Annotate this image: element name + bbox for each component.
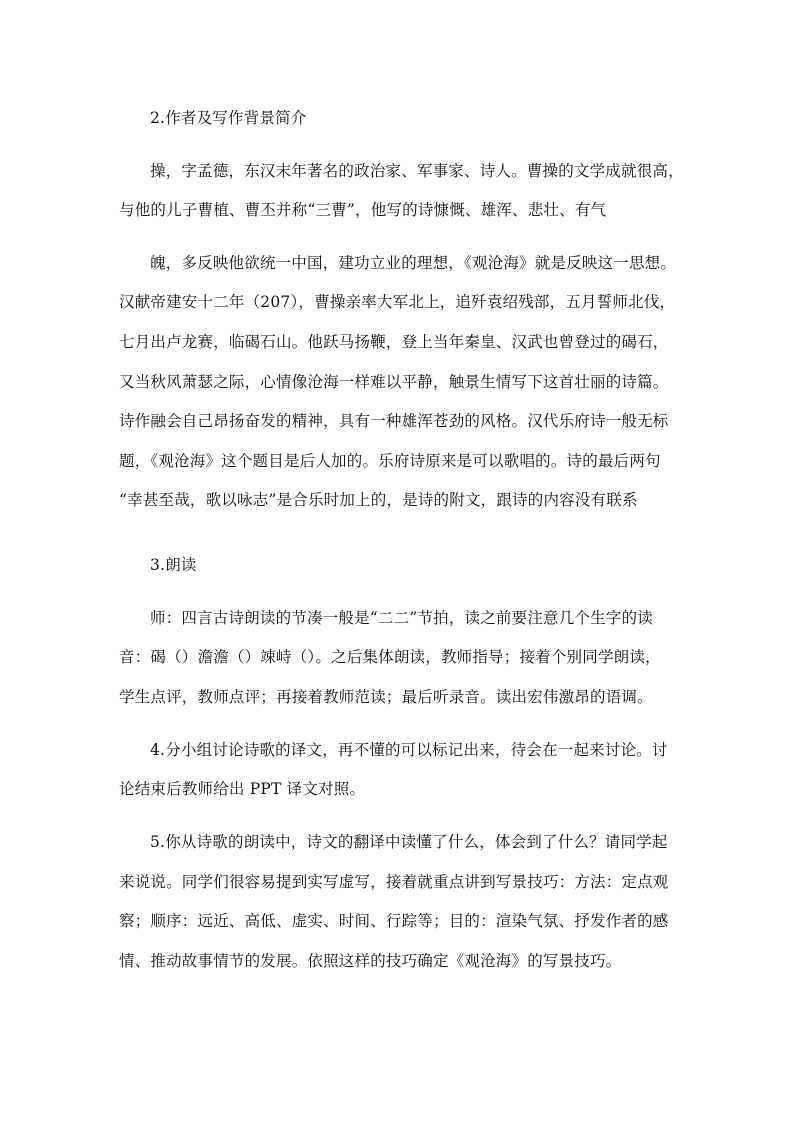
paragraph-line: 情、推动故事情节的发展。依照这样的技巧确定《观沧海》的写景技巧。 (119, 952, 622, 970)
paragraph-line: 操，字孟德，东汉末年著名的政治家、军事家、诗人。曹操的文学成就很高， (150, 162, 684, 180)
paragraph-line: 5.你从诗歌的朗读中，诗文的翻译中读懂了什么，体会到了什么？请同学起 (150, 833, 668, 851)
paragraph-line: 与他的儿子曹植、曹丕并称“三曹”，他写的诗慷慨、雄浑、悲壮、有气 (119, 201, 607, 219)
paragraph-line: 魄，多反映他欲统一中国，建功立业的理想，《观沧海》就是反映这一思想。 (150, 254, 677, 272)
paragraph-line: 音：碣（）澹澹（）竦峙（）。之后集体朗读，教师指导；接着个别同学朗读， (119, 648, 661, 666)
paragraph-line: 学生点评，教师点评；再接着教师范读；最后听录音。读出宏伟激昂的语调。 (119, 688, 653, 706)
paragraph-line: 4.分小组讨论诗歌的译文，再不懂的可以标记出来，待会在一起来讨论。讨 (150, 741, 668, 759)
paragraph-line: 论结束后教师给出 PPT 译文对照。 (119, 780, 366, 798)
paragraph-line: 汉献帝建安十二年（207），曹操亲率大军北上，追歼袁绍残部，五月誓师北伐， (119, 293, 676, 311)
paragraph-line: “幸甚至哉，歌以咏志”是合乐时加上的，是诗的附文，跟诗的内容没有联系 (119, 491, 638, 509)
paragraph-line: 来说说。同学们很容易提到实写虚写，接着就重点讲到写景技巧：方法：定点观 (119, 873, 669, 891)
paragraph-line: 七月出卢龙赛，临碣石山。他跃马扬鞭，登上当年秦皇、汉武也曾登过的碣石， (119, 333, 669, 351)
paragraph-line: 题，《观沧海》这个题目是后人加的。乐府诗原来是可以歌唱的。诗的最后两句 (119, 452, 661, 470)
paragraph-line: 察；顺序：远近、高低、虚实、时间、行踪等；目的：渲染气氛、抒发作者的感 (119, 912, 669, 930)
section-heading-author: 2.作者及写作背景简介 (150, 109, 307, 127)
paragraph-line: 师：四言古诗朗读的节凑一般是“二二”节拍，读之前要注意几个生字的读 (150, 609, 653, 627)
section-heading-reading: 3.朗读 (150, 556, 197, 574)
paragraph-line: 诗作融会自己昂扬奋发的精神，具有一种雄浑苍劲的风格。汉代乐府诗一般无标 (119, 412, 669, 430)
paragraph-line: 又当秋风萧瑟之际，心情像沧海一样难以平静，触景生情写下这首壮丽的诗篇。 (119, 373, 669, 391)
